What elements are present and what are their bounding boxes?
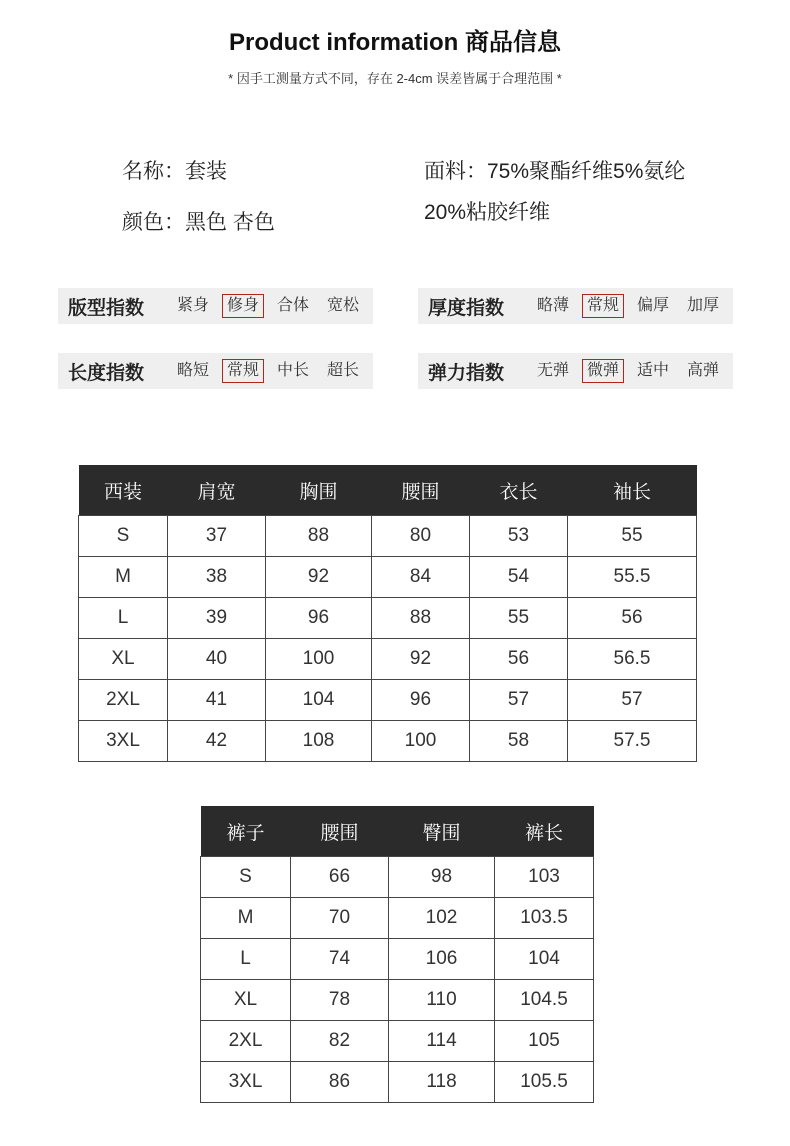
index-label: 版型指数 <box>68 297 145 319</box>
size-label-cell: L <box>201 939 291 980</box>
fabric-line-2: 20%粘胶纤维 <box>424 201 551 224</box>
index-bar-fit <box>58 288 373 324</box>
index-label: 长度指数 <box>68 362 145 384</box>
column-header: 腰围 <box>372 465 470 516</box>
measurement-cell: 56 <box>568 598 697 639</box>
index-label: 厚度指数 <box>428 297 505 319</box>
index-option: 超长 <box>327 362 360 379</box>
measurement-cell: 100 <box>372 721 470 762</box>
measurement-cell: 37 <box>168 516 266 557</box>
measurement-cell: 38 <box>168 557 266 598</box>
column-header: 衣长 <box>470 465 568 516</box>
table-row <box>201 857 594 898</box>
measurement-cell: 57 <box>568 680 697 721</box>
table-row <box>201 1062 594 1103</box>
measurement-cell: 110 <box>389 980 495 1021</box>
column-header: 裤长 <box>495 806 594 857</box>
index-option: 无弹 <box>537 362 570 379</box>
measurement-cell: 96 <box>266 598 372 639</box>
measurement-cell: 104 <box>266 680 372 721</box>
index-option-selected: 微弹 <box>582 359 624 383</box>
table-row <box>201 898 594 939</box>
index-option: 高弹 <box>687 362 720 379</box>
measurement-cell: 108 <box>266 721 372 762</box>
measurement-cell: 92 <box>372 639 470 680</box>
index-option-selected: 修身 <box>222 294 264 318</box>
measurement-cell: 104.5 <box>495 980 594 1021</box>
measurement-cell: 102 <box>389 898 495 939</box>
index-option-selected: 常规 <box>222 359 264 383</box>
index-option: 合体 <box>277 297 310 314</box>
size-label-cell: M <box>201 898 291 939</box>
measurement-cell: 74 <box>291 939 389 980</box>
index-option: 紧身 <box>177 297 210 314</box>
index-option-selected: 常规 <box>582 294 624 318</box>
measurement-cell: 106 <box>389 939 495 980</box>
measurement-cell: 70 <box>291 898 389 939</box>
measurement-cell: 41 <box>168 680 266 721</box>
measurement-cell: 86 <box>291 1062 389 1103</box>
measurement-cell: 98 <box>389 857 495 898</box>
index-option: 略薄 <box>537 297 570 314</box>
measurement-cell: 96 <box>372 680 470 721</box>
measurement-cell: 103 <box>495 857 594 898</box>
size-label-cell: S <box>79 516 168 557</box>
size-label-cell: 3XL <box>79 721 168 762</box>
index-option: 宽松 <box>327 297 360 314</box>
measurement-cell: 88 <box>266 516 372 557</box>
measurement-cell: 100 <box>266 639 372 680</box>
measurement-cell: 66 <box>291 857 389 898</box>
size-label-cell: XL <box>201 980 291 1021</box>
column-header: 胸围 <box>266 465 372 516</box>
fabric-line-1: 面料：75%聚酯纤维5%氨纶 <box>424 160 686 183</box>
index-bar-elasticity <box>418 353 733 389</box>
column-header: 西装 <box>79 465 168 516</box>
measurement-cell: 92 <box>266 557 372 598</box>
index-option: 中长 <box>277 362 310 379</box>
size-label-cell: 2XL <box>201 1021 291 1062</box>
measurement-cell: 80 <box>372 516 470 557</box>
table-row <box>201 1021 594 1062</box>
column-header: 裤子 <box>201 806 291 857</box>
index-option: 偏厚 <box>637 297 670 314</box>
index-option: 加厚 <box>687 297 720 314</box>
measurement-cell: 78 <box>291 980 389 1021</box>
measurement-cell: 55 <box>470 598 568 639</box>
measurement-cell: 105.5 <box>495 1062 594 1103</box>
measurement-cell: 39 <box>168 598 266 639</box>
product-name: 名称：套装 <box>122 160 227 183</box>
measurement-cell: 54 <box>470 557 568 598</box>
table-row <box>79 721 697 762</box>
measurement-note: * 因手工测量方式不同，存在 2-4cm 误差皆属于合理范围 * <box>228 71 562 86</box>
measurement-cell: 40 <box>168 639 266 680</box>
measurement-cell: 55 <box>568 516 697 557</box>
size-label-cell: 2XL <box>79 680 168 721</box>
column-header: 腰围 <box>291 806 389 857</box>
size-label-cell: L <box>79 598 168 639</box>
measurement-cell: 56.5 <box>568 639 697 680</box>
measurement-cell: 53 <box>470 516 568 557</box>
table-row <box>201 980 594 1021</box>
measurement-cell: 82 <box>291 1021 389 1062</box>
measurement-cell: 104 <box>495 939 594 980</box>
column-header: 袖长 <box>568 465 697 516</box>
table-row <box>79 557 697 598</box>
index-option: 略短 <box>177 362 210 379</box>
measurement-cell: 57.5 <box>568 721 697 762</box>
column-header: 臀围 <box>389 806 495 857</box>
index-bar-length <box>58 353 373 389</box>
measurement-cell: 103.5 <box>495 898 594 939</box>
table-row <box>201 939 594 980</box>
measurement-cell: 88 <box>372 598 470 639</box>
index-option: 适中 <box>637 362 670 379</box>
index-bar-thickness <box>418 288 733 324</box>
size-label-cell: 3XL <box>201 1062 291 1103</box>
table-row <box>79 516 697 557</box>
column-header: 肩宽 <box>168 465 266 516</box>
suit-size-table <box>78 465 697 762</box>
measurement-cell: 105 <box>495 1021 594 1062</box>
pants-size-table <box>200 806 594 1103</box>
measurement-cell: 56 <box>470 639 568 680</box>
measurement-cell: 114 <box>389 1021 495 1062</box>
measurement-cell: 118 <box>389 1062 495 1103</box>
page-title: Product information 商品信息 <box>229 29 561 56</box>
product-colors: 颜色：黑色 杏色 <box>122 211 275 234</box>
table-row <box>79 598 697 639</box>
measurement-cell: 55.5 <box>568 557 697 598</box>
size-label-cell: XL <box>79 639 168 680</box>
measurement-cell: 57 <box>470 680 568 721</box>
table-row <box>79 639 697 680</box>
measurement-cell: 84 <box>372 557 470 598</box>
measurement-cell: 58 <box>470 721 568 762</box>
table-row <box>79 680 697 721</box>
measurement-cell: 42 <box>168 721 266 762</box>
index-label: 弹力指数 <box>428 362 505 384</box>
size-label-cell: M <box>79 557 168 598</box>
size-label-cell: S <box>201 857 291 898</box>
